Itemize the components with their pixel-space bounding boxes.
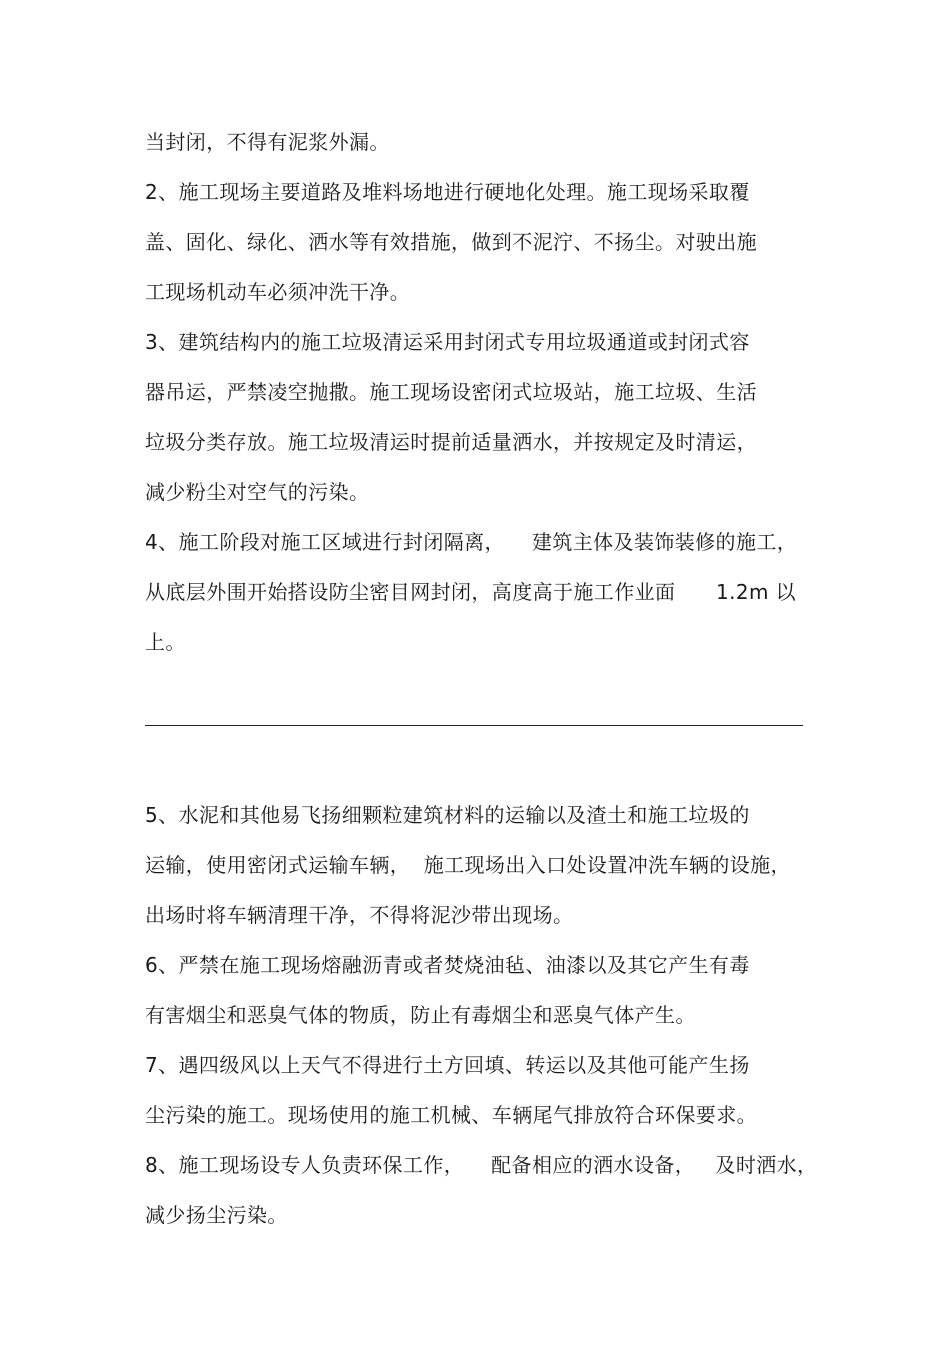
text-line: 出场时将车辆清理干净，不得将泥沙带出现场。 (145, 903, 574, 927)
text-line: 8、施工现场设专人负责环保工作， 配备相应的洒水设备， 及时洒水， (145, 1153, 818, 1177)
text-line: 从底层外围开始搭设防尘密目网封闭，高度高于施工作业面 1.2m 以 (145, 580, 796, 604)
text-line: 减少粉尘对空气的污染。 (145, 480, 370, 504)
text-line: 3、建筑结构内的施工垃圾清运采用封闭式专用垃圾通道或封闭式容 (145, 330, 750, 354)
text-line: 器吊运，严禁凌空抛撒。施工现场设密闭式垃圾站，施工垃圾、生活 (145, 380, 757, 404)
text-line: 运输，使用密闭式运输车辆， 施工现场出入口处设置冲洗车辆的设施， (145, 853, 791, 877)
page-divider (145, 725, 803, 726)
text-line: 尘污染的施工。现场使用的施工机械、车辆尾气排放符合环保要求。 (145, 1103, 757, 1127)
text-line: 7、遇四级风以上天气不得进行土方回填、转运以及其他可能产生扬 (145, 1053, 750, 1077)
text-line: 当封闭，不得有泥浆外漏。 (145, 130, 390, 154)
text-line: 减少扬尘污染。 (145, 1203, 288, 1227)
text-line: 垃圾分类存放。施工垃圾清运时提前适量洒水，并按规定及时清运， (145, 430, 757, 454)
text-line: 6、严禁在施工现场熔融沥青或者焚烧油毡、油漆以及其它产生有毒 (145, 953, 750, 977)
text-line: 2、施工现场主要道路及堆料场地进行硬地化处理。施工现场采取覆 (145, 180, 750, 204)
text-line: 4、施工阶段对施工区域进行封闭隔离， 建筑主体及装饰装修的施工， (145, 530, 798, 554)
text-line: 盖、固化、绿化、洒水等有效措施，做到不泥泞、不扬尘。对驶出施 (145, 230, 757, 254)
text-line: 有害烟尘和恶臭气体的物质，防止有毒烟尘和恶臭气体产生。 (145, 1003, 696, 1027)
text-line: 工现场机动车必须冲洗干净。 (145, 280, 411, 304)
text-line: 上。 (145, 630, 186, 654)
text-line: 5、水泥和其他易飞扬细颗粒建筑材料的运输以及渣土和施工垃圾的 (145, 803, 750, 827)
